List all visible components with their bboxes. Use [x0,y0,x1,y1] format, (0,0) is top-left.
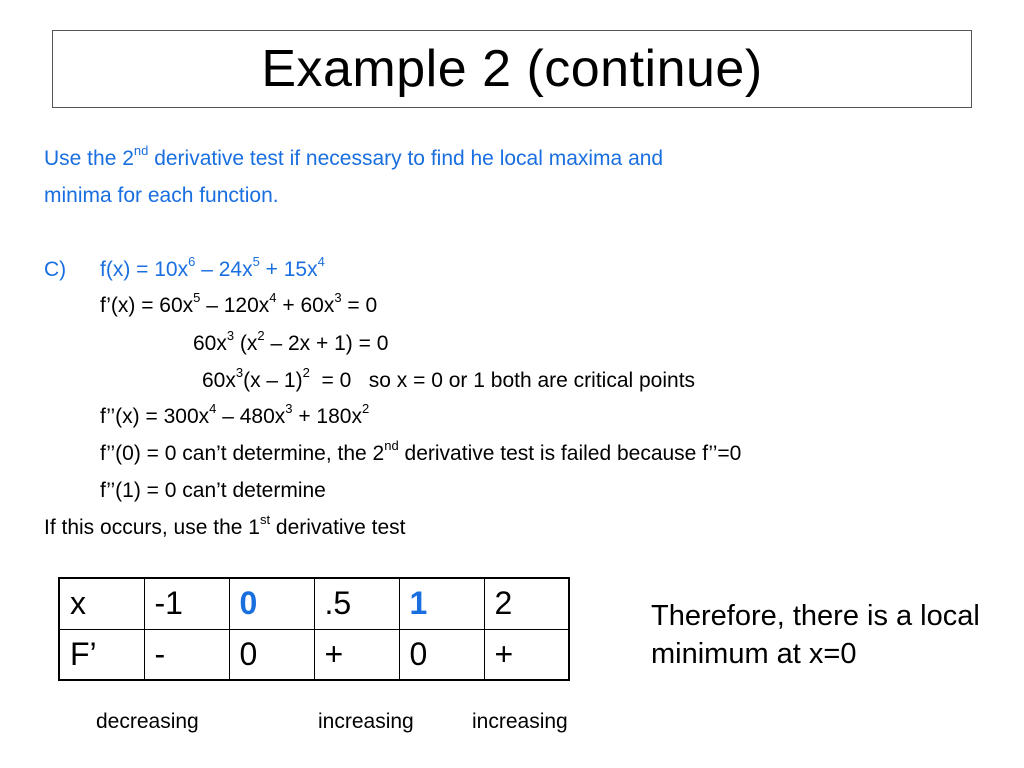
first-derivative: f’(x) = $60x^5 - 120x^4 + 60x^3 = 0$ [100,290,378,317]
table-cell: + [484,629,569,680]
function-definition: $f(x) = 10x^6 - 24x^5 + 15x^4$ [100,254,325,281]
table-cell: 0 [229,629,314,680]
table-cell: 0 [399,629,484,680]
title-box [52,30,972,108]
second-derivative: f’’(x) = $300x^4 - 480x^3 + 180x^2$ [100,401,370,428]
table-cell: + [314,629,399,680]
table-cell: - [144,629,229,680]
conclusion-text: Therefore, there is a local minimum at x=0 [651,600,980,670]
table-cell-critical: 1 [399,578,484,629]
table-cell: 2 [484,578,569,629]
trend-label: decreasing [96,710,199,733]
intro-line-1: Use the 2nd derivative test if necessary to find he local maxima and [44,143,664,170]
part-label: C) [44,258,67,281]
trend-label: increasing [472,710,568,733]
table-cell-critical: 0 [229,578,314,629]
trend-label: increasing [318,710,414,733]
sign-chart-table [58,577,570,681]
slide-title: Example 2 (continue) [261,40,763,98]
first-derivative-note: If this occurs, use the 1st derivative test [44,512,406,539]
table-row-derivative [59,629,569,680]
table-cell: F’ [59,629,144,680]
intro-line-2: minima for each function. [44,184,279,207]
factored-derivative: $60x^3$ $(x^2 - 2x + 1) = 0$ [193,328,389,355]
second-derivative-at-1: f’’(1) = 0 can’t determine [100,479,326,502]
table-cell: .5 [314,578,399,629]
table-cell: x [59,578,144,629]
table-row-x [59,578,569,629]
table-cell: -1 [144,578,229,629]
critical-points: $60x^3(x - 1)^2 = 0$ so x = 0 or 1 both are critical points [202,365,696,392]
second-derivative-at-0: f’’(0) = 0 can’t determine, the 2nd derivative test is failed because f’’=0 [100,438,742,465]
